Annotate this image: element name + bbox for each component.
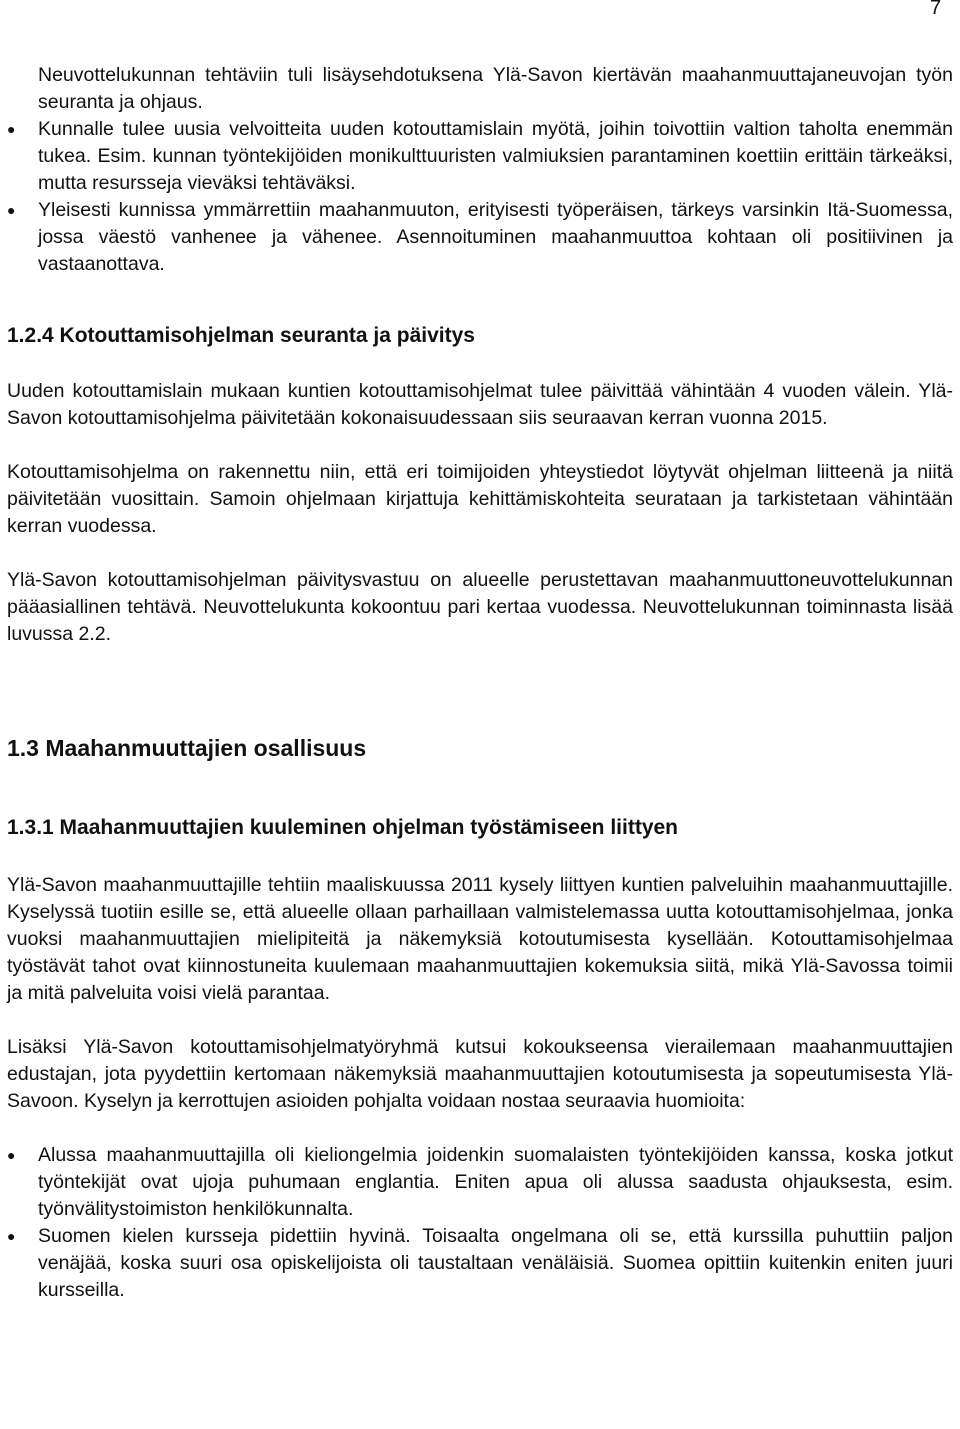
list-item-text: Alussa maahanmuuttajilla oli kieliongelmia joidenkin suomalaisten työntekijöiden kanssa, koska jotkut työntekijät ovat ujoja puhumaan englantia. Eniten apua oli alussa saadusta ohjauksesta, esim. työnvälitystoimiston henkilökunnalta. <box>38 1144 953 1220</box>
bullet-list-top <box>7 116 953 278</box>
bullet-icon: ● <box>7 1228 16 1244</box>
paragraph: Ylä-Savon kotouttamisohjelman päivitysvastuu on alueelle perustettavan maahanmuuttoneuvottelukunnan pääasiallinen tehtävä. Neuvottelukunta kokoontuu pari kertaa vuodessa. Neuvottelukunnan toiminnasta lisää luvussa 2.2. <box>7 569 953 645</box>
list-item <box>7 116 953 197</box>
list-item <box>7 1142 953 1223</box>
bullet-icon: ● <box>7 1147 16 1163</box>
list-item-text: Kunnalle tulee uusia velvoitteita uuden kotouttamislain myötä, joihin toivottiin valtion taholta enemmän tukea. Esim. kunnan työntekijöiden monikulttuuristen valmiuksien parantaminen koettiin erittäin tärkeäksi, mutta resursseja vieväksi tehtäväksi. <box>38 118 953 194</box>
document-body <box>7 62 953 1304</box>
list-item-text: Yleisesti kunnissa ymmärrettiin maahanmuuton, erityisesti työperäisen, tärkeys varsinkin Itä-Suomessa, jossa väestö vanhenee ja vähenee. Asennoituminen maahanmuuttoa kohtaan oli positiivinen ja vastaanottava. <box>38 199 953 275</box>
paragraph: Kotouttamisohjelma on rakennettu niin, että eri toimijoiden yhteystiedot löytyvät ohjelman liitteenä ja niitä päivitetään vuosittain. Samoin ohjelmaan kirjattuja kehittämiskohteita seurataan ja tarkistetaan vähintään kerran vuodessa. <box>7 461 953 537</box>
paragraph: Ylä-Savon maahanmuuttajille tehtiin maaliskuussa 2011 kysely liittyen kuntien palveluihin maahanmuuttajille. Kyselyssä tuotiin esille se, että alueelle ollaan parhaillaan valmistelemassa uutta kotouttamisohjelmaa, jonka vuoksi maahanmuuttajien mielipiteitä ja näkemyksiä kotoutumisesta kysellään. Kotouttamisohjelmaa työstävät tahot ovat kiinnostuneita kuulemaan maahanmuuttajien kokemuksia siitä, mikä Ylä-Savossa toimii ja mitä palveluita voisi vielä parantaa. <box>7 874 953 1004</box>
bullet-list-observations <box>7 1142 953 1304</box>
intro-continuation: Neuvottelukunnan tehtäviin tuli lisäysehdotuksena Ylä-Savon kiertävän maahanmuuttajaneuvojan työn seuranta ja ohjaus. <box>38 64 953 113</box>
paragraph: Lisäksi Ylä-Savon kotouttamisohjelmatyöryhmä kutsui kokoukseensa vierailemaan maahanmuuttajien edustajan, jota pyydettiin kertomaan näkemyksiä maahanmuuttajien kotoutumisesta ja sopeutumisesta Ylä-Savoon. Kyselyn ja kerrottujen asioiden pohjalta voidaan nostaa seuraavia huomioita: <box>7 1036 953 1112</box>
bullet-icon: ● <box>7 202 16 218</box>
section-heading-1-2-4: 1.2.4 Kotouttamisohjelman seuranta ja päivitys <box>7 324 475 347</box>
list-item <box>7 1223 953 1304</box>
paragraph: Uuden kotouttamislain mukaan kuntien kotouttamisohjelmat tulee päivittää vähintään 4 vuoden välein. Ylä-Savon kotouttamisohjelma päivitetään kokonaisuudessaan siis seuraavan kerran vuonna 2015. <box>7 380 953 429</box>
list-item-text: Suomen kielen kursseja pidettiin hyvinä. Toisaalta ongelmana oli se, että kurssilla puhuttiin paljon venäjää, koska suuri osa opiskelijoista oli taustaltaan venäläisiä. Suomea opittiin kuitenkin eniten juuri kursseilla. <box>38 1225 953 1301</box>
bullet-icon: ● <box>7 121 16 137</box>
section-heading-1-3-1: 1.3.1 Maahanmuuttajien kuuleminen ohjelman työstämiseen liittyen <box>7 816 679 839</box>
list-item <box>7 197 953 278</box>
section-heading-1-3: 1.3 Maahanmuuttajien osallisuus <box>7 735 367 761</box>
page-number: 7 <box>930 0 942 19</box>
